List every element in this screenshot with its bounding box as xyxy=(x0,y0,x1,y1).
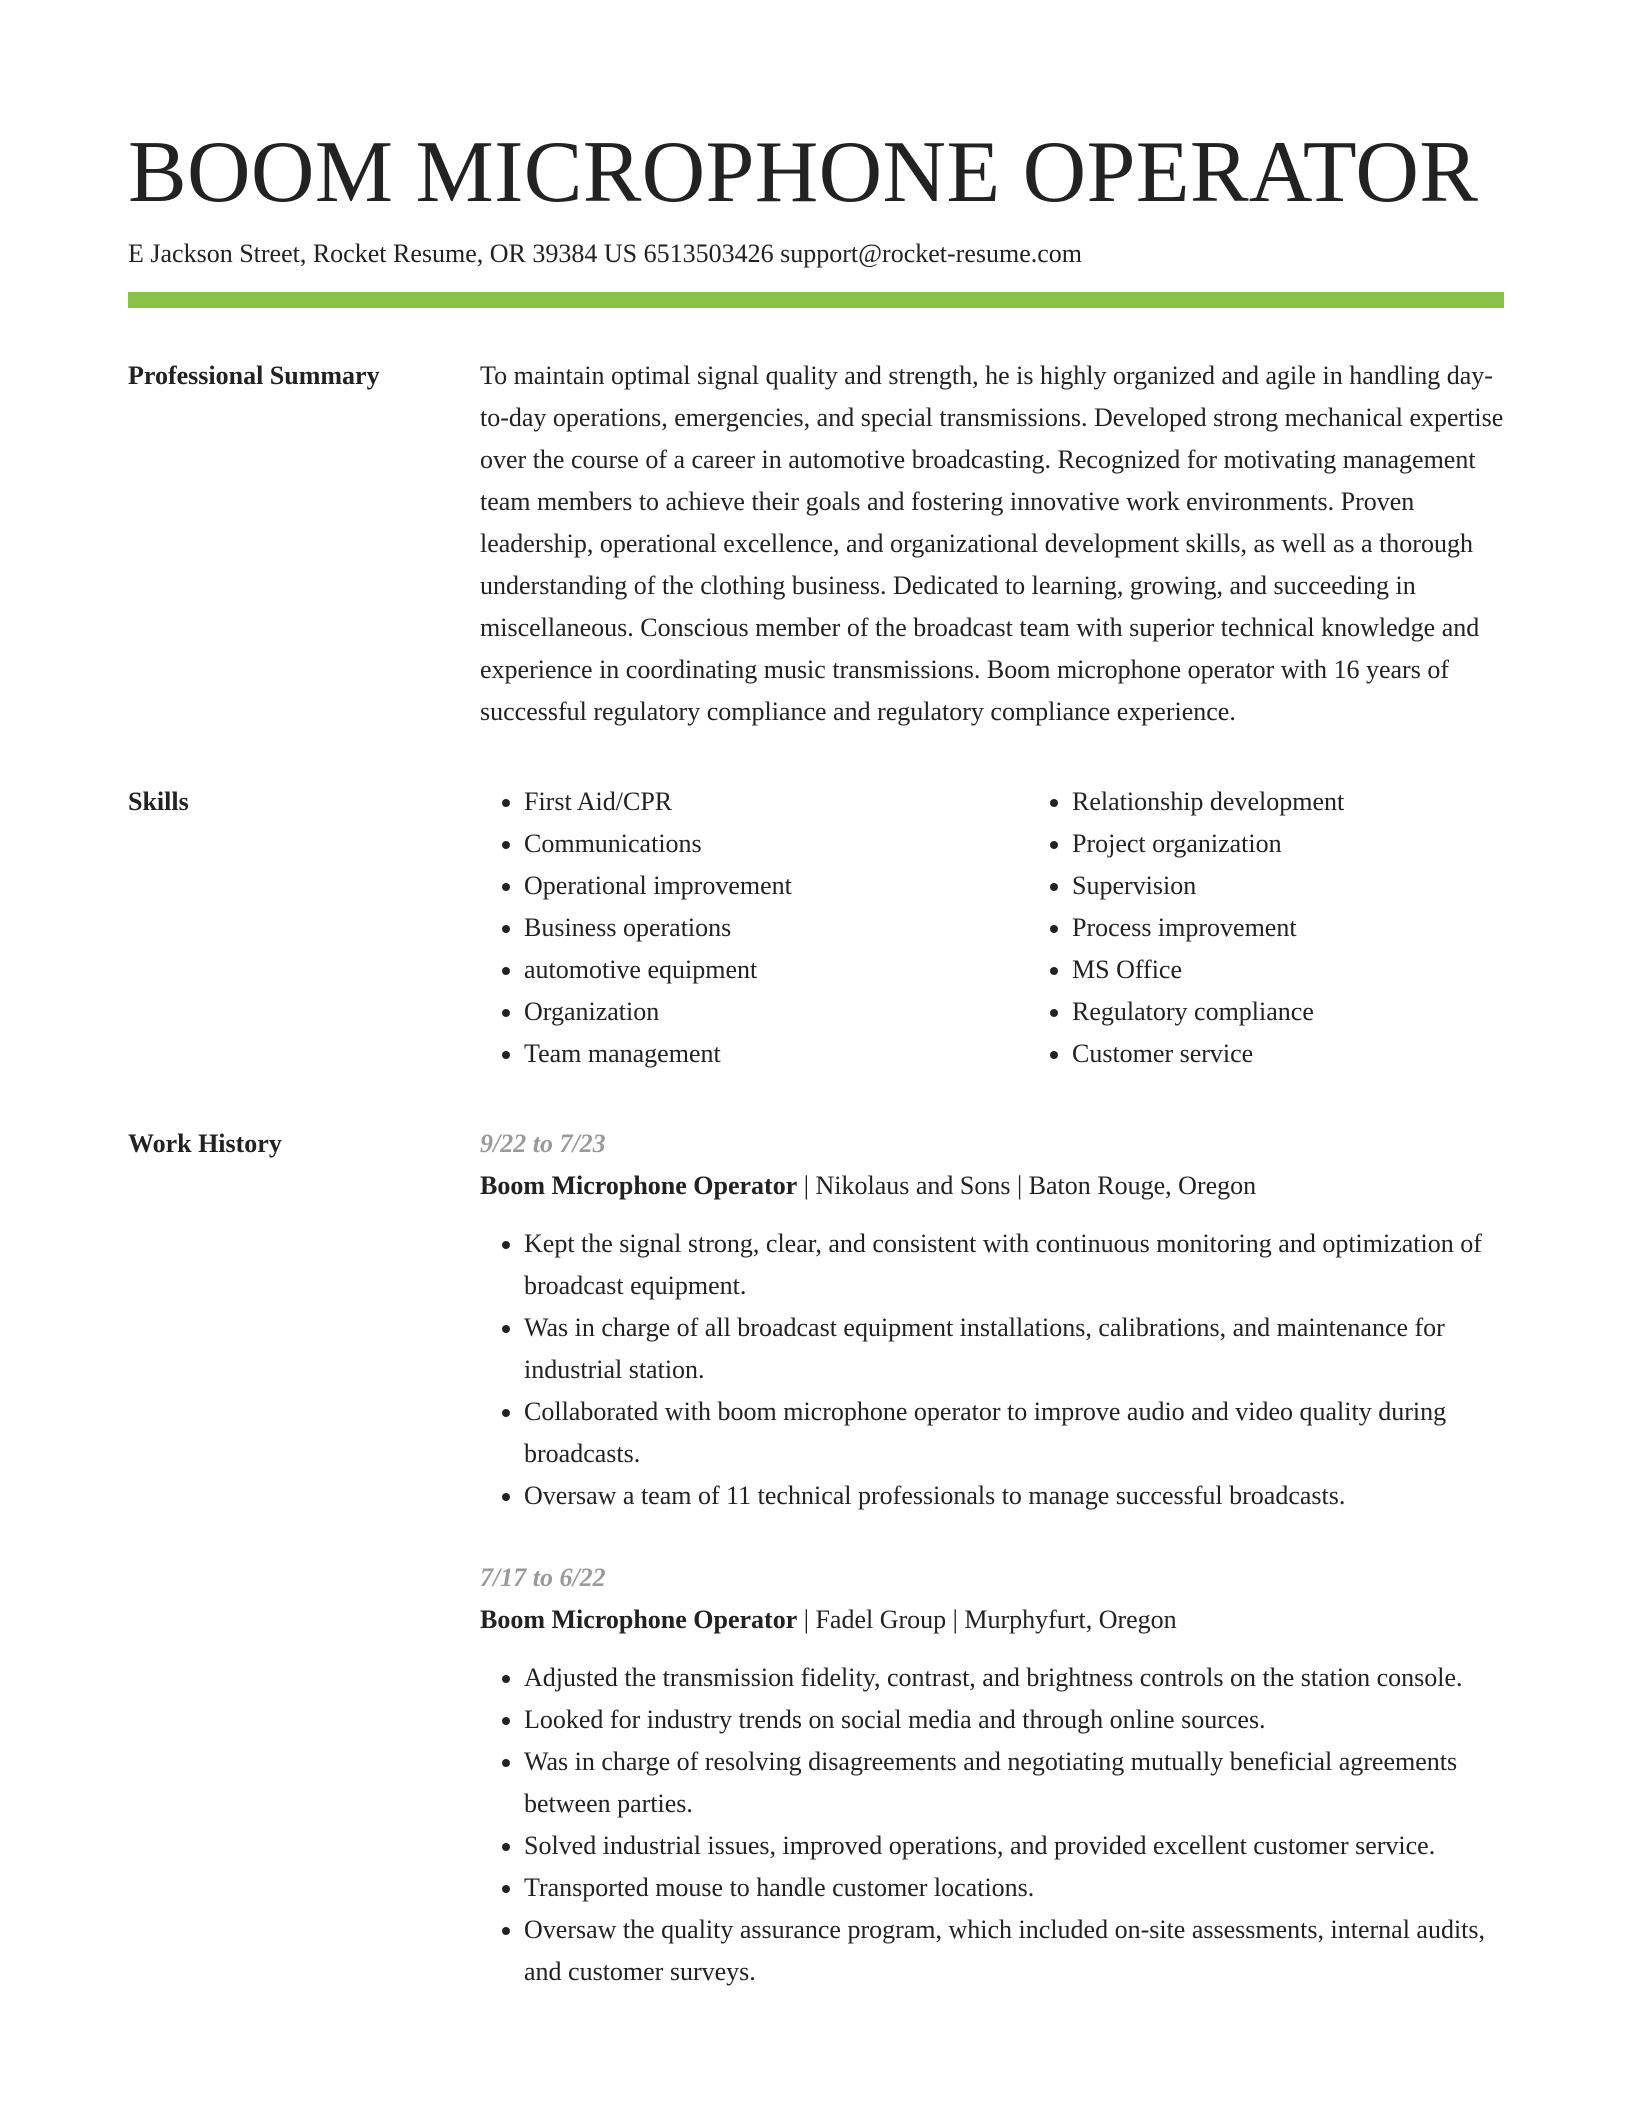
skill-item: • Organization xyxy=(524,991,1028,1033)
skills-body xyxy=(480,781,1576,1075)
skill-item: • Relationship development xyxy=(1072,781,1576,823)
job-bullet: • Oversaw a team of 11 technical professionals to manage successful broadcasts. xyxy=(524,1475,1504,1517)
summary-heading: Professional Summary xyxy=(128,361,380,390)
skill-item: • Business operations xyxy=(524,907,1028,949)
job-bullet: • Transported mouse to handle customer locations. xyxy=(524,1867,1504,1909)
job-heading xyxy=(480,1165,1504,1207)
job-heading xyxy=(480,1599,1504,1641)
summary-section xyxy=(128,355,1504,733)
job-bullet-list xyxy=(480,1223,1504,1517)
work-history-section xyxy=(128,1123,1504,1993)
work-history-body xyxy=(480,1123,1504,1993)
skill-item: • Customer service xyxy=(1072,1033,1576,1075)
summary-body xyxy=(480,355,1504,733)
resume-page xyxy=(128,118,1504,1993)
skills-section xyxy=(128,781,1504,1075)
skill-item: • automotive equipment xyxy=(524,949,1028,991)
job-details: | Fadel Group | Murphyfurt, Oregon xyxy=(797,1605,1177,1634)
job-bullet: • Collaborated with boom microphone operator to improve audio and video quality during broadcasts. xyxy=(524,1391,1504,1475)
job-bullet: • Adjusted the transmission fidelity, contrast, and brightness controls on the station console. xyxy=(524,1657,1504,1699)
skill-item: • Regulatory compliance xyxy=(1072,991,1576,1033)
accent-divider xyxy=(128,292,1504,308)
job-bullet: • Oversaw the quality assurance program, which included on-site assessments, internal audits, and customer surveys. xyxy=(524,1909,1504,1993)
job-bullet: • Looked for industry trends on social media and through online sources. xyxy=(524,1699,1504,1741)
skill-item: • Communications xyxy=(524,823,1028,865)
work-history-heading: Work History xyxy=(128,1129,282,1158)
job-entry xyxy=(480,1123,1504,1517)
job-title: Boom Microphone Operator xyxy=(480,1605,798,1634)
job-bullet: • Kept the signal strong, clear, and consistent with continuous monitoring and optimization of broadcast equipment. xyxy=(524,1223,1504,1307)
skills-heading: Skills xyxy=(128,787,189,816)
job-bullet: • Was in charge of resolving disagreements and negotiating mutually beneficial agreements between parties. xyxy=(524,1741,1504,1825)
skill-item: • MS Office xyxy=(1072,949,1576,991)
skill-item: • Operational improvement xyxy=(524,865,1028,907)
job-entry xyxy=(480,1557,1504,1993)
skills-list-left xyxy=(480,781,1028,1075)
job-title: Boom Microphone Operator xyxy=(480,1171,798,1200)
skill-item: • Supervision xyxy=(1072,865,1576,907)
job-bullet: • Was in charge of all broadcast equipment installations, calibrations, and maintenance for industrial station. xyxy=(524,1307,1504,1391)
summary-text: To maintain optimal signal quality and strength, he is highly organized and agile in handling day-to-day operations, emergencies, and special transmissions. Developed strong mechanical expertise over the course of a career in automotive broadcasting. Recognized for motivating management team members to achieve their goals and fostering innovative work environments. Proven leadership, operational excellence, and organizational development skills, as well as a thorough understanding of the clothing business. Dedicated to learning, growing, and succeeding in miscellaneous. Conscious member of the broadcast team with superior technical knowledge and experience in coordinating music transmissions. Boom microphone operator with 16 years of successful regulatory compliance and regulatory compliance experience. xyxy=(480,361,1504,726)
skills-grid xyxy=(480,781,1576,1075)
contact-line: E Jackson Street, Rocket Resume, OR 39384 US 6513503426 support@rocket-resume.com xyxy=(128,239,1083,268)
job-bullet: • Solved industrial issues, improved operations, and provided excellent customer service. xyxy=(524,1825,1504,1867)
skill-item: • Team management xyxy=(524,1033,1028,1075)
skill-item: • Process improvement xyxy=(1072,907,1576,949)
skills-list-right xyxy=(1028,781,1576,1075)
skill-item: • Project organization xyxy=(1072,823,1576,865)
skill-item: • First Aid/CPR xyxy=(524,781,1028,823)
job-dates: 9/22 to 7/23 xyxy=(480,1129,606,1158)
job-details: | Nikolaus and Sons | Baton Rouge, Oregon xyxy=(797,1171,1257,1200)
job-bullet-list xyxy=(480,1657,1504,1993)
resume-title: BOOM MICROPHONE OPERATOR xyxy=(128,124,1479,221)
job-dates: 7/17 to 6/22 xyxy=(480,1563,606,1592)
